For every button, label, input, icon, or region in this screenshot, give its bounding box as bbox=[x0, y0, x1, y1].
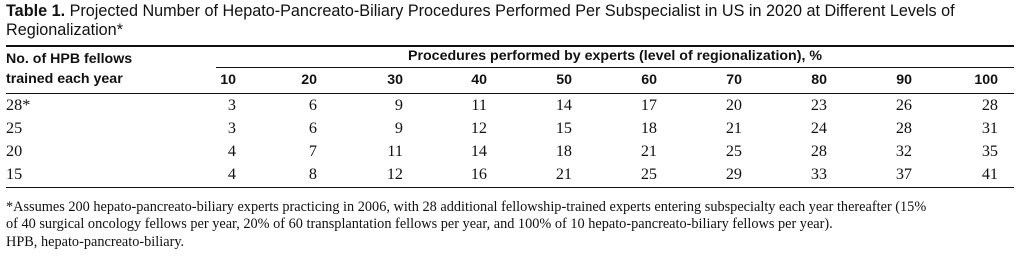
table-label: Table 1. bbox=[6, 2, 66, 20]
table-cell: 28 bbox=[810, 142, 827, 160]
table-cell: 4 bbox=[227, 142, 236, 160]
table-cell: 9 bbox=[394, 96, 403, 114]
table-cell: 21 bbox=[725, 119, 742, 137]
table-cell: 28 bbox=[981, 96, 998, 114]
table-row bbox=[6, 163, 1014, 186]
table-body bbox=[6, 94, 1014, 186]
table-cell: 20 bbox=[725, 96, 742, 114]
table-cell: 7 bbox=[308, 142, 317, 160]
column-header: 60 bbox=[641, 72, 657, 88]
table-cell: 11 bbox=[471, 96, 487, 114]
table-cell: 6 bbox=[308, 96, 317, 114]
table-cell: 37 bbox=[895, 165, 912, 183]
table-cell: 3 bbox=[227, 119, 236, 137]
table-cell: 29 bbox=[725, 165, 742, 183]
column-header: 90 bbox=[896, 72, 912, 88]
column-header: 10 bbox=[220, 72, 236, 88]
table-cell: 11 bbox=[387, 142, 403, 160]
row-header-line-1: No. of HPB fellows bbox=[6, 51, 133, 67]
column-header: 30 bbox=[387, 72, 403, 88]
footnote-asterisk-line-2: of 40 surgical oncology fellows per year, 20% of 60 transplantation fellows per year, and 100% of 10 hepato-pancreato-biliary fellows per year). bbox=[6, 216, 833, 232]
table-cell: 18 bbox=[640, 119, 657, 137]
table-title: Projected Number of Hepato-Pancreato-Biliary Procedures Performed Per Subspecialist in US in 2020 at Different Levels of Regionalization* bbox=[6, 2, 955, 39]
table-row bbox=[6, 117, 1014, 140]
column-header: 70 bbox=[726, 72, 742, 88]
table-cell: 9 bbox=[394, 119, 403, 137]
table-cell: 12 bbox=[470, 119, 487, 137]
table-cell: 15 bbox=[555, 119, 572, 137]
table-cell: 12 bbox=[386, 165, 403, 183]
table-cell: 4 bbox=[227, 165, 236, 183]
table-cell: 14 bbox=[470, 142, 487, 160]
column-header: 20 bbox=[301, 72, 317, 88]
table-cell: 6 bbox=[308, 119, 317, 137]
table-cell: 21 bbox=[555, 165, 572, 183]
table-cell: 32 bbox=[895, 142, 912, 160]
footnote-asterisk-line-1: *Assumes 200 hepato-pancreato-biliary experts practicing in 2006, with 28 additional fellowship-trained experts entering subspecialty each year thereafter (15% bbox=[6, 199, 927, 215]
spanner-rule bbox=[216, 67, 1014, 68]
table-cell: 31 bbox=[981, 119, 998, 137]
row-label: 20 bbox=[6, 142, 23, 160]
table-cell: 17 bbox=[640, 96, 657, 114]
table-cell: 23 bbox=[810, 96, 827, 114]
row-label: 15 bbox=[6, 165, 23, 183]
table-cell: 33 bbox=[810, 165, 827, 183]
column-header: 50 bbox=[556, 72, 572, 88]
table-cell: 25 bbox=[640, 165, 657, 183]
table-cell: 25 bbox=[725, 142, 742, 160]
table-cell: 35 bbox=[981, 142, 998, 160]
row-header-line-2: trained each year bbox=[6, 71, 123, 87]
table-row bbox=[6, 94, 1014, 117]
column-header: 100 bbox=[974, 72, 998, 88]
table-row bbox=[6, 140, 1014, 163]
row-label: 25 bbox=[6, 119, 23, 137]
table-cell: 26 bbox=[895, 96, 912, 114]
table-cell: 8 bbox=[308, 165, 317, 183]
column-header: 80 bbox=[811, 72, 827, 88]
column-headers bbox=[216, 70, 1014, 90]
table-cell: 14 bbox=[555, 96, 572, 114]
table-cell: 24 bbox=[810, 119, 827, 137]
table-cell: 16 bbox=[470, 165, 487, 183]
table-cell: 28 bbox=[895, 119, 912, 137]
table-caption bbox=[6, 2, 1016, 40]
row-label: 28* bbox=[6, 96, 31, 114]
column-header: 40 bbox=[471, 72, 487, 88]
footnote-abbreviation: HPB, hepato-pancreato-biliary. bbox=[6, 234, 185, 250]
bottom-rule bbox=[6, 187, 1014, 188]
column-group-header: Procedures performed by experts (level of regionalization), % bbox=[408, 48, 822, 64]
table-cell: 21 bbox=[640, 142, 657, 160]
table-cell: 41 bbox=[981, 165, 998, 183]
table-cell: 3 bbox=[227, 96, 236, 114]
table-cell: 18 bbox=[555, 142, 572, 160]
